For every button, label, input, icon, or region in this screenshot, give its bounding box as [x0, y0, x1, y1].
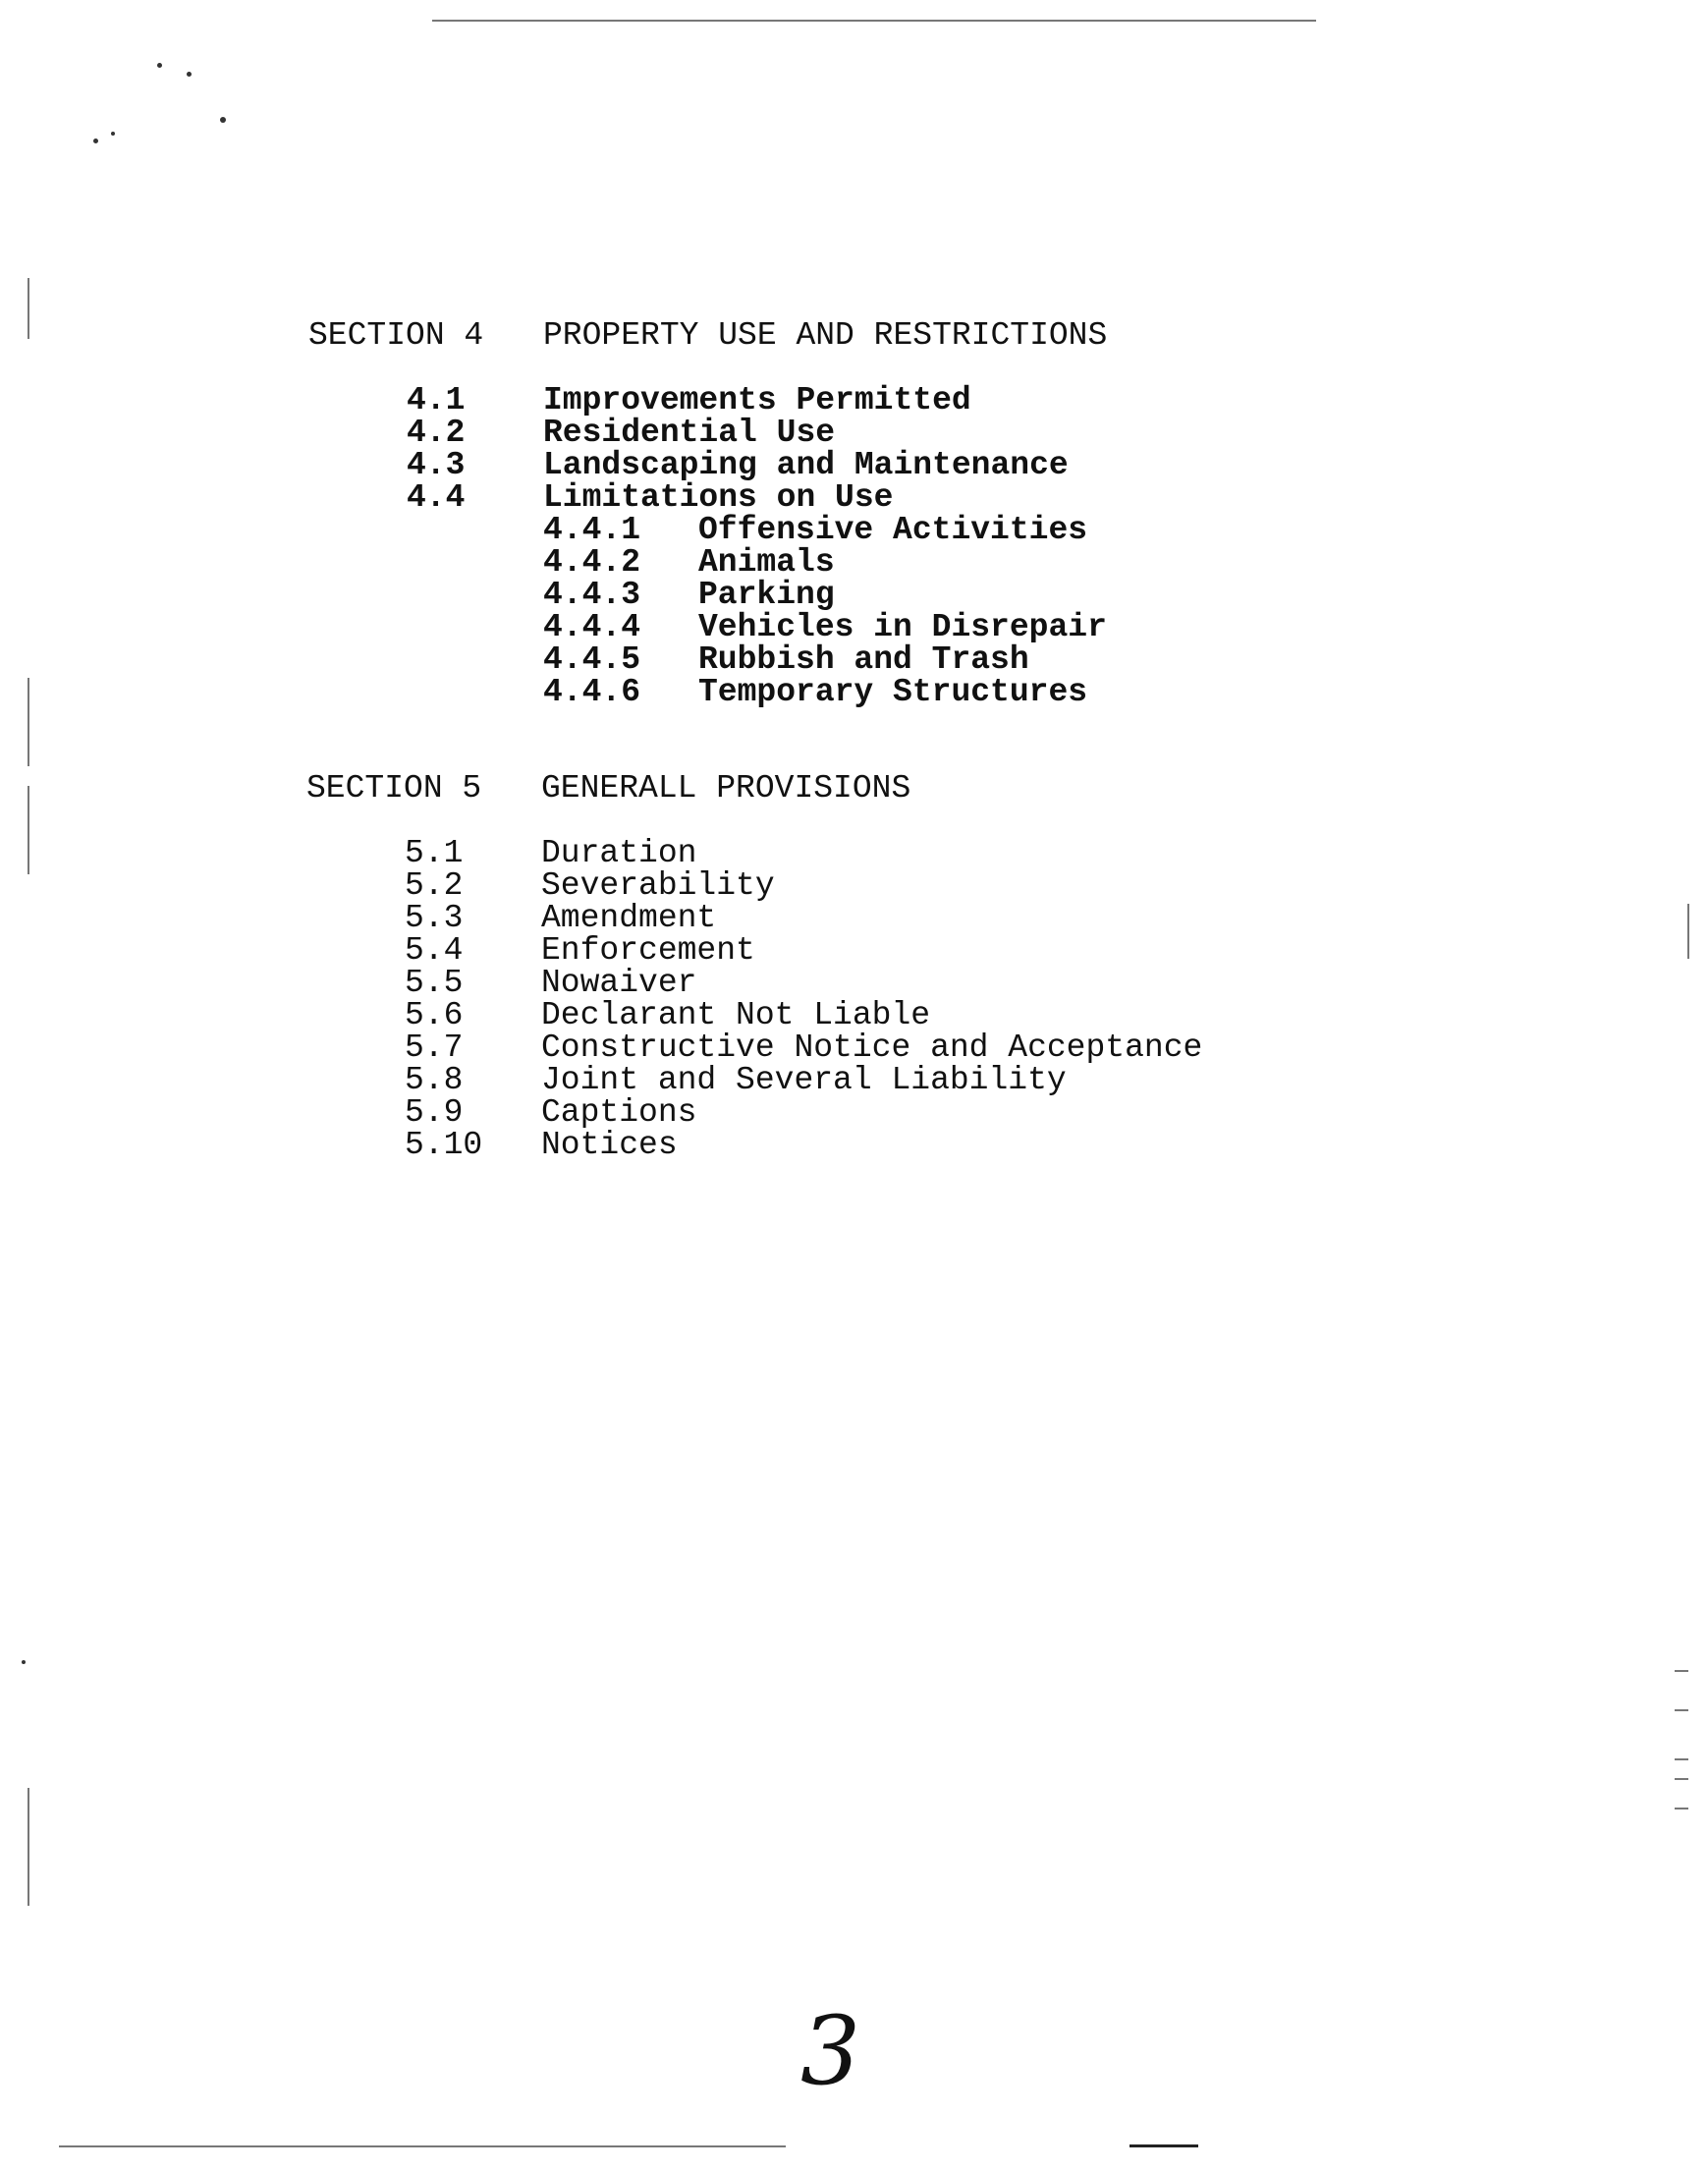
toc-item-number: 5.1: [405, 835, 464, 871]
scan-artifact-tick: [1675, 1709, 1688, 1711]
scan-artifact-top-rule: [432, 20, 1316, 22]
scan-artifact-tick: [1675, 1758, 1688, 1760]
scan-artifact-speck: [111, 132, 115, 136]
scan-artifact-speck: [187, 72, 192, 77]
toc-subitem-title: Vehicles in Disrepair: [698, 609, 1107, 645]
toc-subitem-number: 4.4.2: [543, 544, 641, 581]
toc-item-number: 5.7: [405, 1030, 464, 1066]
scan-artifact-speck: [157, 63, 162, 68]
toc-subitem-title: Parking: [698, 577, 835, 613]
scan-artifact-speck: [93, 139, 98, 143]
scan-artifact-speck: [22, 1660, 26, 1664]
scan-artifact-tick: [1675, 1778, 1688, 1780]
scan-artifact-margin-line: [28, 1788, 29, 1906]
toc-item-title: Enforcement: [541, 932, 755, 969]
scan-artifact-speck: [220, 117, 226, 123]
section-5-title: GENERALL PROVISIONS: [541, 770, 911, 807]
scan-artifact-tick: [1675, 1808, 1688, 1809]
toc-item-title: Notices: [541, 1127, 678, 1163]
scan-artifact-bottom-dash: [1129, 2144, 1198, 2147]
toc-item-number: 5.6: [405, 997, 464, 1033]
scan-artifact-margin-line: [1687, 904, 1689, 959]
toc-subitem-number: 4.4.4: [543, 609, 641, 645]
toc-subitem-title: Rubbish and Trash: [698, 641, 1029, 678]
toc-item-title: Severability: [541, 867, 775, 904]
section-4-label: SECTION 4: [308, 317, 484, 354]
section-5-label: SECTION 5: [306, 770, 482, 807]
scan-artifact-margin-line: [28, 786, 29, 874]
toc-item-number: 5.9: [405, 1094, 464, 1131]
toc-item-number: 5.8: [405, 1062, 464, 1098]
toc-item-title: Nowaiver: [541, 965, 697, 1001]
scan-artifact-bottom-rule: [59, 2145, 786, 2147]
scan-artifact-margin-line: [28, 678, 29, 766]
toc-item-number: 4.3: [407, 447, 466, 483]
toc-item-number: 4.2: [407, 415, 466, 451]
toc-item-title: Limitations on Use: [543, 479, 894, 516]
toc-item-title: Joint and Several Liability: [541, 1062, 1067, 1098]
toc-subitem-number: 4.4.6: [543, 674, 641, 710]
toc-item-number: 5.2: [405, 867, 464, 904]
toc-item-title: Residential Use: [543, 415, 836, 451]
toc-item-title: Amendment: [541, 900, 717, 936]
toc-item-number: 5.3: [405, 900, 464, 936]
toc-item-number: 4.4: [407, 479, 466, 516]
toc-subitem-number: 4.4.3: [543, 577, 641, 613]
toc-subitem-title: Offensive Activities: [698, 512, 1088, 548]
toc-item-number: 5.5: [405, 965, 464, 1001]
toc-item-number: 5.10: [405, 1127, 483, 1163]
page-number: 3: [800, 1996, 861, 2106]
toc-item-title: Captions: [541, 1094, 697, 1131]
scan-artifact-margin-line: [28, 278, 29, 339]
toc-item-title: Landscaping and Maintenance: [543, 447, 1069, 483]
toc-item-number: 4.1: [407, 382, 466, 418]
toc-subitem-number: 4.4.5: [543, 641, 641, 678]
toc-item-title: Improvements Permitted: [543, 382, 971, 418]
toc-item-title: Duration: [541, 835, 697, 871]
toc-subitem-title: Animals: [698, 544, 835, 581]
section-4-title: PROPERTY USE AND RESTRICTIONS: [543, 317, 1108, 354]
toc-item-number: 5.4: [405, 932, 464, 969]
scan-artifact-tick: [1675, 1670, 1688, 1672]
toc-subitem-number: 4.4.1: [543, 512, 641, 548]
toc-subitem-title: Temporary Structures: [698, 674, 1088, 710]
toc-item-title: Constructive Notice and Acceptance: [541, 1030, 1203, 1066]
toc-item-title: Declarant Not Liable: [541, 997, 931, 1033]
